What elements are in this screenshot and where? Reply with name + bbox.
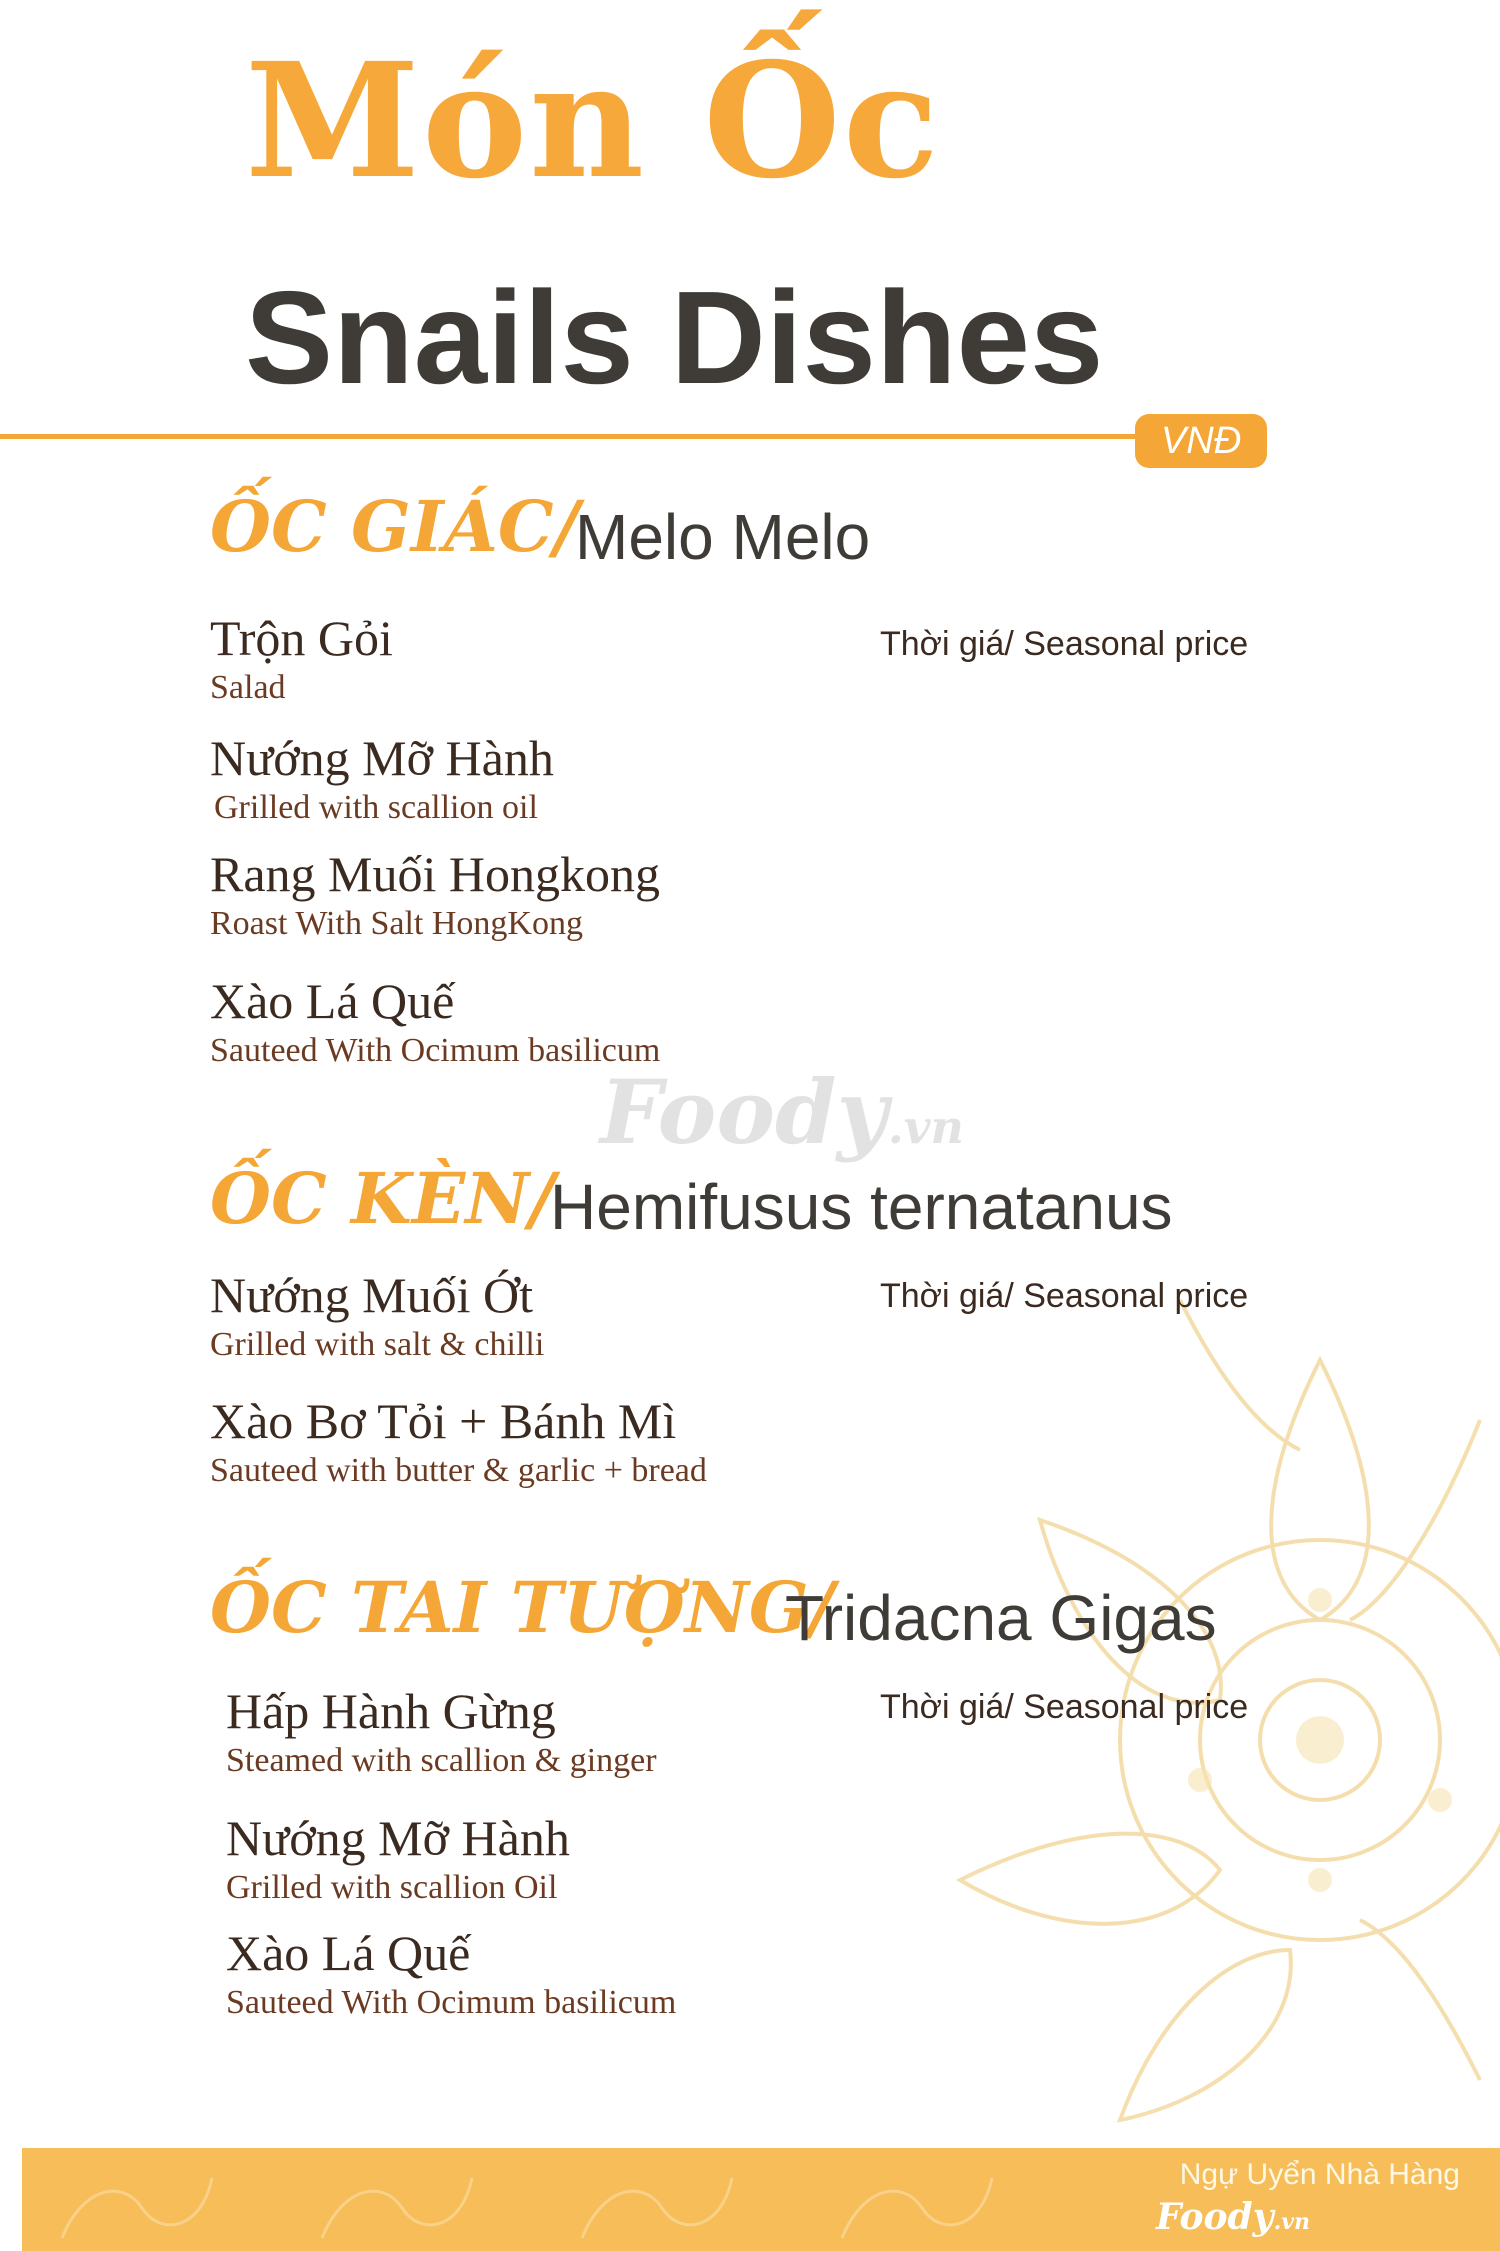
section-title-en: Hemifusus ternatanus [550,1171,1173,1243]
item-name-vn: Trộn Gỏi [210,610,393,666]
seasonal-price: Thời giá/ Seasonal price [880,625,1249,663]
list-item [226,1810,570,1906]
list-item [210,730,554,826]
footer-restaurant-name: Ngự Uyển Nhà Hàng [1179,2158,1460,2191]
item-name-en: Roast With Salt HongKong [210,905,583,942]
footer-band [22,2148,1500,2251]
section-title-vn: ỐC GIÁC/ [210,485,580,568]
item-name-en: Sauteed With Ocimum basilicum [210,1032,661,1069]
item-name-vn: Nướng Muối Ớt [210,1267,533,1323]
item-name-vn: Xào Lá Quế [226,1925,471,1981]
item-name-en: Steamed with scallion & ginger [226,1742,657,1779]
item-name-vn: Nướng Mỡ Hành [226,1810,570,1866]
list-item [226,1925,677,2021]
watermark [600,1060,964,1164]
item-name-en: Grilled with scallion Oil [226,1869,558,1906]
list-item [210,973,661,1069]
item-name-vn: Hấp Hành Gừng [226,1683,556,1739]
footer-brand-suffix: .vn [1273,2209,1310,2235]
item-name-en: Sauteed With Ocimum basilicum [226,1984,677,2021]
seasonal-price: Thời giá/ Seasonal price [880,1688,1249,1726]
section-title-vn: ỐC TAI TƯỢNG/ [210,1566,835,1649]
currency-badge: VNĐ [1135,414,1267,468]
section-title-en: Melo Melo [575,501,871,573]
list-item [210,1393,707,1489]
item-name-vn: Rang Muối Hongkong [210,846,660,902]
section-title-vn: ỐC KÈN/ [210,1157,555,1240]
item-name-vn: Nướng Mỡ Hành [210,730,554,786]
item-name-en: Sauteed with butter & garlic + bread [210,1452,707,1489]
item-name-vn: Xào Bơ Tỏi + Bánh Mì [210,1393,677,1449]
watermark-brand: Foody [600,1060,888,1164]
menu-title-vn: Món Ốc [245,29,941,214]
item-name-en: Salad [210,669,286,706]
list-item [226,1683,657,1779]
item-name-en: Grilled with salt & chilli [210,1326,545,1363]
watermark-suffix: .vn [887,1100,964,1154]
mandala-ornament [920,1180,1500,2160]
list-item [210,610,393,706]
footer-brand-text: Foody [1155,2196,1274,2238]
item-name-en: Grilled with scallion oil [214,789,538,826]
section-title-en: Tridacna Gigas [785,1582,1217,1654]
header-divider [0,434,1135,439]
item-name-vn: Xào Lá Quế [210,973,455,1029]
seasonal-price: Thời giá/ Seasonal price [880,1277,1249,1315]
footer-brand-logo [1156,2196,1310,2238]
list-item [210,1267,545,1363]
list-item [210,846,660,942]
menu-title-en: Snails Dishes [245,264,1104,411]
